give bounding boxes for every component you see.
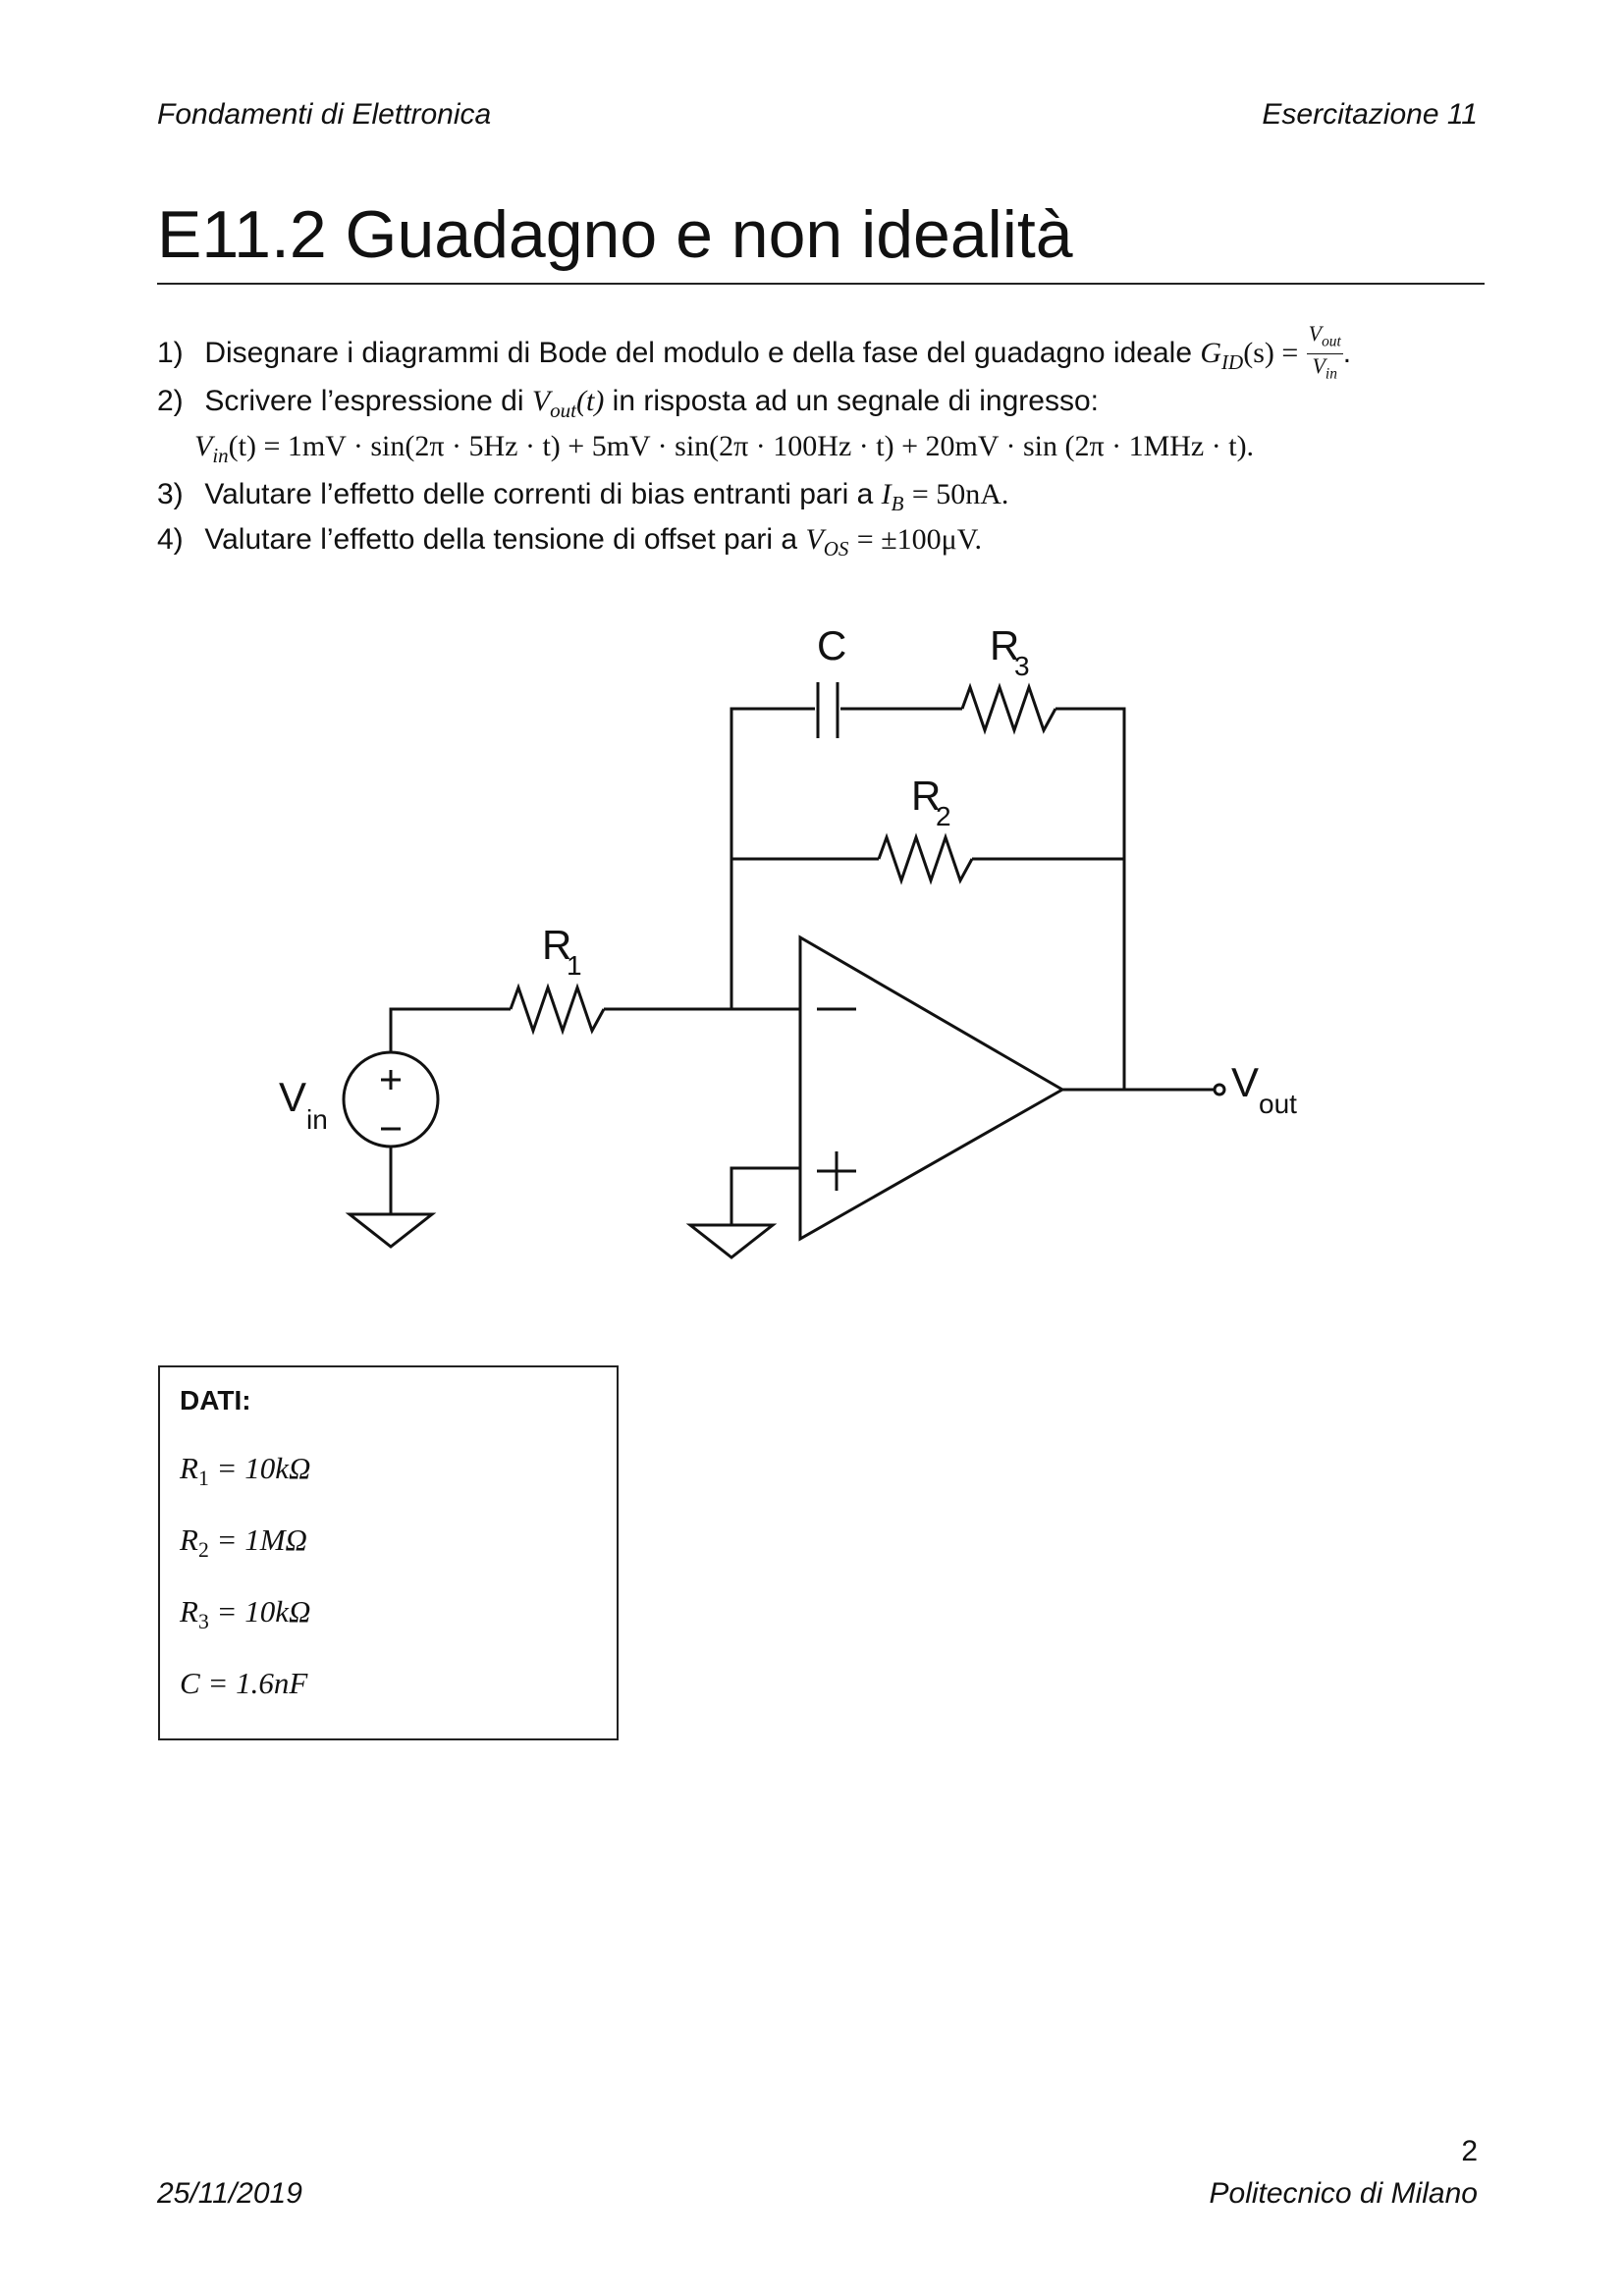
wire-noninv-ground [731,1168,800,1225]
data-value: = 1MΩ [208,1522,307,1557]
exercise-number: 1) [157,336,184,369]
exercise-number: 4) [157,523,184,556]
offset-subscript: OS [823,537,849,561]
data-value: = 10kΩ [208,1451,311,1485]
exercise-number: 3) [157,478,184,510]
label-r2: R [911,773,942,819]
label-r3: R [990,622,1020,668]
vout-arg: (t) [576,385,605,417]
ground-opamp [690,1225,773,1257]
voltage-source [344,1052,438,1147]
gain-subscript: ID [1221,349,1244,374]
data-box-title: DATI: [180,1385,251,1415]
data-subscript: 2 [197,1538,209,1563]
ground-vin [350,1214,432,1247]
label-r1: R [542,922,572,968]
exercise-text: Scrivere l’espressione di [204,385,524,417]
data-subscript: 3 [197,1610,209,1634]
data-value: = 10kΩ [208,1594,311,1629]
fraction-denominator: V [1312,353,1325,379]
vout-symbol: V [531,385,551,417]
data-row-r2 [180,1522,307,1563]
capacitor-c [818,682,838,738]
output-terminal [1215,1085,1224,1095]
bias-value: = 50nA. [911,478,1009,510]
vout-subscript: out [550,399,576,422]
data-row-r3 [180,1594,310,1634]
page-number: 2 [1461,2135,1478,2167]
exercise-number: 2) [157,385,184,417]
label-vin-sub: in [306,1104,328,1135]
fraction-denominator-sub: in [1325,365,1337,383]
data-row-r1 [180,1451,310,1491]
footer-institution: Politecnico di Milano [1209,2177,1478,2210]
resistor-r2 [879,837,972,881]
data-subscript: 1 [197,1467,209,1491]
resistor-r1 [511,988,604,1031]
vin-symbol: V [194,430,213,462]
data-symbol: C [180,1666,200,1700]
exercise-end: . [1342,336,1352,369]
exercise-text: Valutare l’effetto della tensione di offset pari a [204,523,798,556]
gain-symbol: G [1200,336,1222,369]
resistor-r3 [962,687,1055,730]
gain-arg: (s) = [1243,336,1299,369]
label-r1-sub: 1 [567,950,582,981]
fraction-numerator: V [1308,321,1323,346]
wire-r3-right [1055,709,1124,1090]
exercise-text: Disegnare i diagrammi di Bode del modulo e della fase del guadagno ideale [204,336,1193,369]
data-value: = 1.6nF [199,1666,308,1700]
data-symbol: R [180,1594,198,1629]
label-vout-sub: out [1259,1089,1297,1119]
bias-symbol: I [881,478,892,510]
label-vin: V [279,1074,307,1120]
formula-body: (t) = 1mV · sin(2π · 5Hz · t) + 5mV · sin(2π · 100Hz · t) + 20mV · sin (2π · 1MHz · t). [228,430,1255,462]
header-right: Esercitazione 11 [1262,98,1478,131]
label-c: C [817,622,847,668]
source-plus [381,1070,401,1090]
footer-date: 25/11/2019 [157,2177,302,2210]
vin-subscript: in [212,444,229,467]
label-r3-sub: 3 [1014,651,1030,681]
header-left: Fondamenti di Elettronica [157,98,492,131]
op-amp [800,937,1062,1239]
exercise-text-continued: in risposta ad un segnale di ingresso: [612,385,1099,417]
data-box [158,1365,619,1740]
data-symbol: R [180,1522,198,1557]
label-r2-sub: 2 [936,801,951,831]
exercise-text: Valutare l’effetto delle correnti di bias entranti pari a [204,478,874,510]
fraction-numerator-sub: out [1322,333,1341,350]
label-vout: V [1231,1059,1260,1105]
wire-vin-top [391,1009,511,1052]
bias-subscript: B [891,492,904,515]
page-title: E11.2 Guadagno e non idealità [157,197,1073,272]
offset-value: = ±100μV. [856,523,983,556]
offset-symbol: V [805,523,824,556]
plus-sign [817,1151,856,1191]
data-symbol: R [180,1451,198,1485]
data-row-c [180,1666,307,1701]
